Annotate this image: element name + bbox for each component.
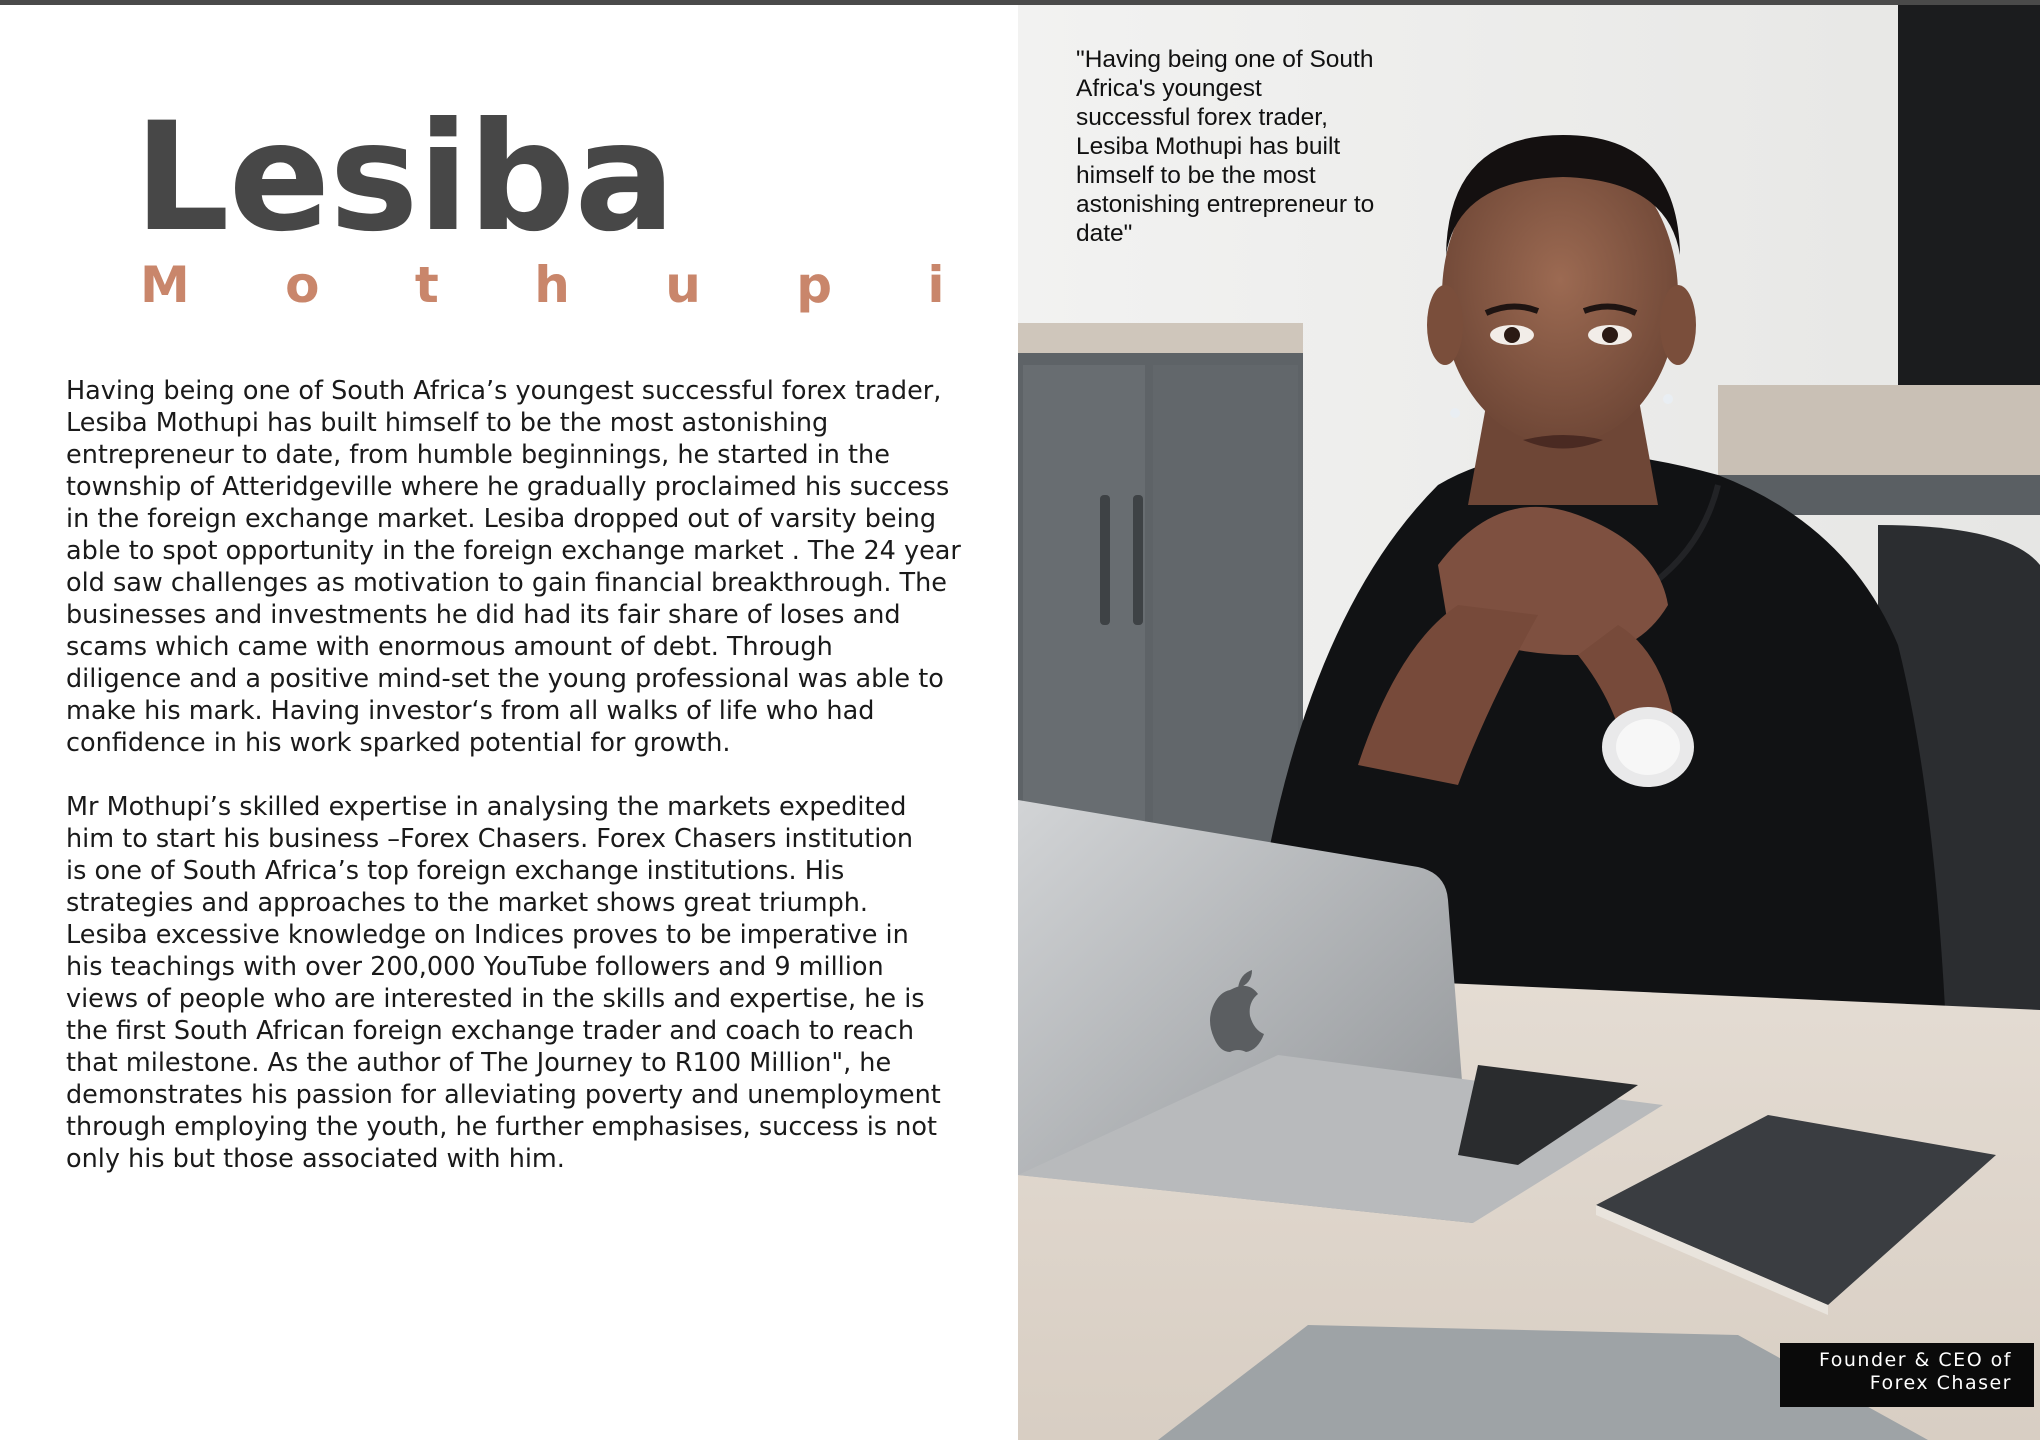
article-paragraph-2: Mr Mothupi’s skilled expertise in analysing the markets expedited him to start his business –Forex Chasers. Forex Chasers institution is one of South Africa’s top foreign exchange institutions. His strategies and approaches to the market shows great triumph. Lesiba excessive knowledge on Indices proves to be imperative in his teachings with over 200,000 YouTube followers and 9 million views of people who are interested in the skills and expertise, he is the first South African foreign exchange trader and coach to reach that milestone. As the author of The Journey to R100 Million", he demonstrates his passion for alleviating poverty and unemployment through employing the youth, he further emphasises, success is not only his but those associated with him. (66, 792, 941, 1174)
last-name-subheading: M o t h u p i (140, 256, 984, 314)
first-name-heading: Lesiba (134, 91, 675, 265)
article-body (66, 375, 1006, 1207)
pull-quote: "Having being one of South Africa's youngest successful forex trader, Lesiba Mothupi has built himself to be the most astonishing entrepreneur to date" (1076, 46, 1375, 247)
photo-caption: Founder & CEO of Forex Chaser (1780, 1343, 2034, 1407)
text-page (0, 5, 1018, 1440)
article-paragraph-1: Having being one of South Africa’s youngest successful forex trader, Lesiba Mothupi has built himself to be the most astonishing entrepreneur to date, from humble beginnings, he started in the township of Atteridgeville where he gradually proclaimed his success in the foreign exchange market. Lesiba dropped out of varsity being able to spot opportunity in the foreign exchange market . The 24 year old saw challenges as motivation to gain financial breakthrough. The businesses and investments he did had its fair share of loses and scams which came with enormous amount of debt. Through diligence and a positive mind-set the young professional was able to make his mark. Having investor‘s from all walks of life who had confidence in his work sparked potential for growth. (66, 376, 961, 758)
photo-page (1018, 5, 2040, 1440)
